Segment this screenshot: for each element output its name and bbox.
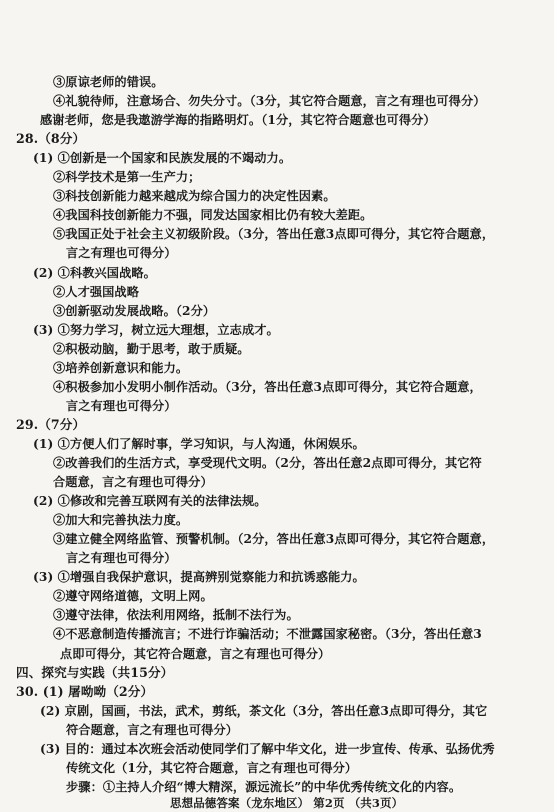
text-line: ②改善我们的生活方式，享受现代文明。（2分，答出任意2点即可得分，其它符	[53, 456, 482, 470]
text-line: ③培养创新意识和能力。	[53, 360, 189, 375]
text-line: 言之有理也可得分）	[66, 551, 177, 566]
text-line: 传统文化（1分，其它符合题意，言之有理也可得分）	[66, 760, 358, 775]
text-line: 符合题意，言之有理也可得分）	[66, 722, 239, 737]
text-line: 言之有理也可得分）	[66, 398, 177, 413]
text-line: 感谢老师，您是我遨游学海的指路明灯。（1分，其它符合题意也可得分）	[40, 113, 436, 128]
text-line: 合题意，言之有理也可得分）	[53, 475, 213, 490]
text-line: (1) ①方便人们了解时事，学习知识，与人沟通，休闲娱乐。	[33, 436, 365, 451]
text-line: ④不恶意制造传播流言；不进行诈骗活动；不泄露国家秘密。（3分，答出任意3	[53, 627, 482, 642]
text-line: ⑤我国正处于社会主义初级阶段。（3分，答出任意3点即可得分，其它符合题意，	[53, 227, 495, 242]
text-line: (3) ①努力学习，树立远大理想，立志成才。	[33, 322, 279, 337]
text-line: 点即可得分，其它符合题意，言之有理也可得分）	[60, 646, 331, 661]
text-line: ②人才强国战略	[53, 284, 140, 299]
text-line: (3) ①增强自我保护意识，提高辨别觉察能力和抗诱惑能力。	[33, 570, 365, 585]
question-heading: 28.（8分）	[16, 131, 86, 147]
text-line: ③创新驱动发展战略。（2分）	[53, 303, 216, 318]
section-heading: 四、探究与实践（共15分）	[16, 664, 174, 680]
page-footer: 思想品德答案（龙东地区） 第2页 （共3页）	[170, 796, 404, 810]
text-line: (2) 京剧，国画，书法，武术，剪纸，茶文化（3分，答出任意3点即可得分，其它	[40, 703, 488, 718]
text-line: ②遵守网络道德，文明上网。	[53, 589, 213, 604]
text-line: ②科学技术是第一生产力；	[53, 170, 201, 185]
question-heading: 30. (1) 屠呦呦（2分）	[16, 683, 154, 699]
text-line: (2) ①修改和完善互联网有关的法律法规。	[33, 494, 267, 509]
text-line: ③建立健全网络监管、预警机制。（2分，答出任意3点即可得分，其它符合题意，	[53, 532, 495, 547]
text-line: ③原谅老师的错误。	[53, 75, 164, 89]
text-line: ④积极参加小发明小制作活动。（3分，答出任意3点即可得分，其它符合题意，	[53, 379, 482, 394]
text-line: ②加大和完善执法力度。	[53, 513, 189, 528]
text-line: ②积极动脑，勤于思考，敢于质疑。	[53, 341, 250, 356]
text-line: ④我国科技创新能力不强，同发达国家相比仍有较大差距。	[53, 208, 373, 223]
text-line: (2) ①科教兴国战略。	[33, 265, 156, 280]
text-line: ④礼貌待师，注意场合、勿失分寸。（3分，其它符合题意，言之有理也可得分）	[53, 94, 486, 109]
text-line: ③科技创新能力越来越成为综合国力的决定性因素。	[53, 189, 336, 204]
text-line: (1) ①创新是一个国家和民族发展的不竭动力。	[33, 151, 292, 166]
question-heading: 29.（7分）	[16, 416, 86, 432]
text-line: (3) 目的：通过本次班会活动使同学们了解中华文化，进一步宣传、传承、弘扬优秀	[40, 741, 495, 756]
text-line: 言之有理也可得分）	[66, 246, 177, 261]
text-line: 步骤：①主持人介绍“博大精深，源远流长”的中华优秀传统文化的内容。	[66, 779, 462, 794]
text-line: ③遵守法律，依法利用网络，抵制不法行为。	[53, 608, 299, 623]
